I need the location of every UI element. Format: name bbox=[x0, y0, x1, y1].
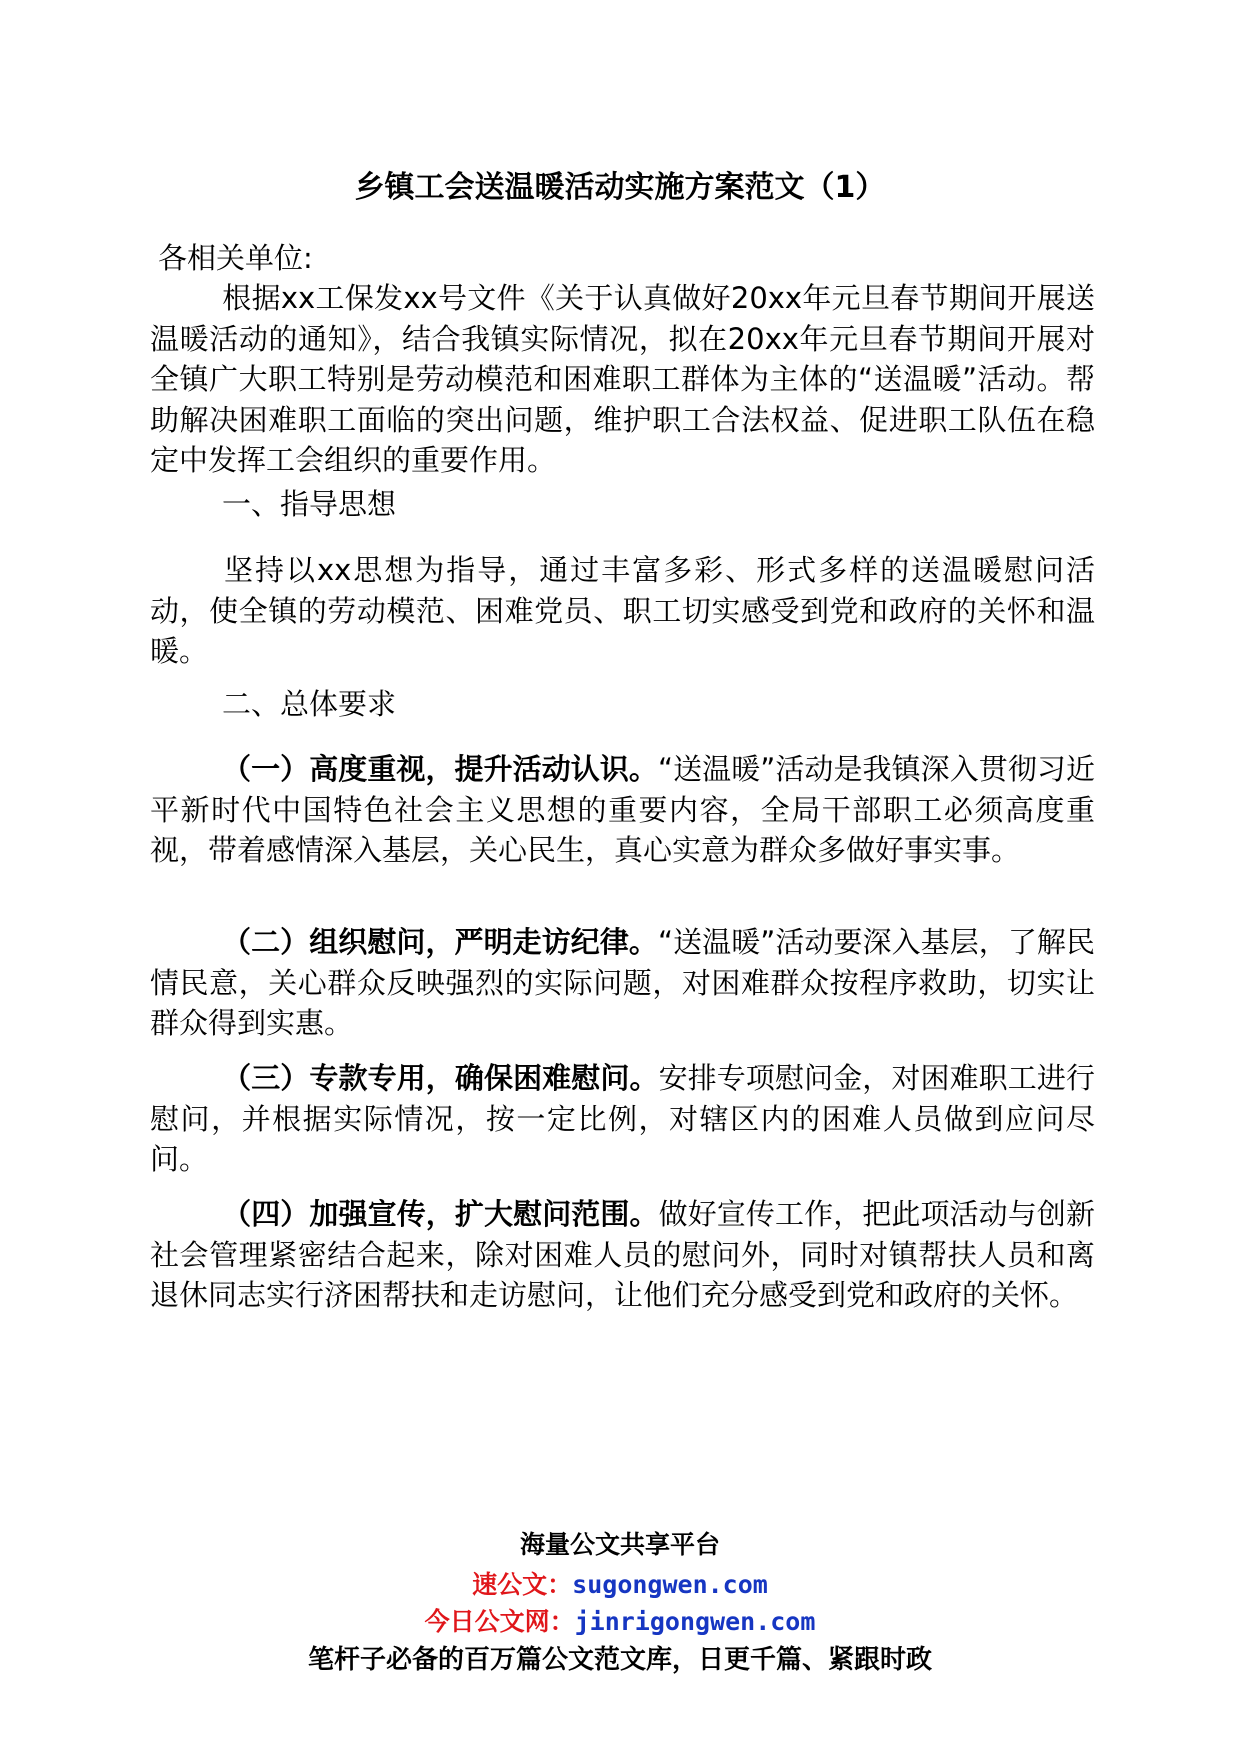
requirement-item-1 bbox=[150, 749, 1095, 871]
footer-site2 bbox=[0, 1605, 1240, 1639]
footer-site1-link[interactable]: sugongwen.com bbox=[572, 1570, 768, 1599]
footer-platform: 海量公文共享平台 bbox=[519, 1530, 720, 1559]
requirement-3-lead: （三）专款专用，确保困难慰问。 bbox=[222, 1061, 659, 1095]
intro-text: 根据xx工保发xx号文件《关于认真做好20xx年元旦春节期间开展送温暖活动的通知》，结合我镇实际情况，拟在20xx年元旦春节期间开展对全镇广大职工特别是劳动模范和困难职工群体为主体的“送温暖”活动。帮助解决困难职工面临的突出问题，维护职工合法权益、促进职工队伍在稳定中发挥工会组织的重要作用。 bbox=[150, 281, 1095, 477]
requirement-item-4 bbox=[150, 1194, 1095, 1316]
footer-slogan: 笔杆子必备的百万篇公文范文库，日更千篇、紧跟时政 bbox=[307, 1645, 932, 1675]
requirement-2-lead: （二）组织慰问，严明走访纪律。 bbox=[222, 925, 658, 959]
requirement-3-text: 安排专项慰问金，对困难职工进行慰问，并根据实际情况，按一定比例，对辖区内的困难人员做到应问尽问。 bbox=[150, 1061, 1095, 1176]
footer-site2-label: 今日公文网： bbox=[424, 1607, 575, 1636]
requirement-1-text: “送温暖”活动是我镇深入贯彻习近平新时代中国特色社会主义思想的重要内容，全局干部职工必须高度重视，带着感情深入基层，关心民生，真心实意为群众多做好事实事。 bbox=[150, 752, 1095, 867]
intro-paragraph bbox=[150, 278, 1095, 481]
requirement-1-lead: （一）高度重视，提升活动认识。 bbox=[222, 752, 658, 786]
footer-site1 bbox=[0, 1568, 1240, 1602]
section1-text: 坚持以xx思想为指导，通过丰富多彩、形式多样的送温暖慰问活动，使全镇的劳动模范、困难党员、职工切实感受到党和政府的关怀和温暖。 bbox=[150, 553, 1095, 668]
section1-paragraph bbox=[150, 550, 1095, 672]
requirement-item-2 bbox=[150, 922, 1095, 1044]
footer-site1-label: 速公文： bbox=[472, 1570, 573, 1599]
requirement-item-3 bbox=[150, 1058, 1095, 1180]
requirement-4-text: 做好宣传工作，把此项活动与创新社会管理紧密结合起来，除对困难人员的慰问外，同时对镇帮扶人员和离退休同志实行济困帮扶和走访慰问，让他们充分感受到党和政府的关怀。 bbox=[150, 1197, 1095, 1312]
document-title: 乡镇工会送温暖活动实施方案范文（1） bbox=[354, 170, 886, 205]
requirement-2-text: “送温暖”活动要深入基层，了解民情民意，关心群众反映强烈的实际问题，对困难群众按程序救助，切实让群众得到实惠。 bbox=[150, 925, 1095, 1040]
footer-site2-link[interactable]: jinrigongwen.com bbox=[574, 1607, 816, 1636]
requirement-4-lead: （四）加强宣传，扩大慰问范围。 bbox=[222, 1197, 659, 1231]
section2-heading: 二、总体要求 bbox=[222, 687, 397, 721]
section1-heading: 一、指导思想 bbox=[222, 487, 397, 521]
salutation: 各相关单位: bbox=[158, 241, 313, 275]
